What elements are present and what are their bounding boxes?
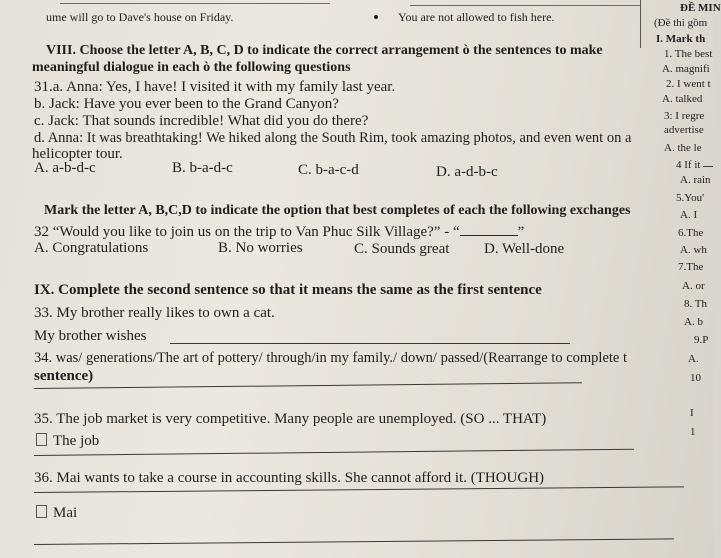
q36-answer-line[interactable] [34, 538, 674, 545]
right-line-8: A. the le [664, 142, 702, 154]
right-line-20: A. [688, 353, 699, 365]
q31-option-b: B. b-a-d-c [172, 160, 233, 176]
q31-line-d: d. Anna: It was breathtaking! We hiked along the South Rim, took amazing photos, and even went on a [34, 130, 632, 146]
right-line-15: 7.The [678, 261, 704, 273]
q35-answer-line[interactable] [34, 449, 634, 456]
right-line-16: A. or [682, 280, 705, 292]
q32-option-d: D. Well-done [484, 241, 565, 257]
q31-option-a: A. a-b-d-c [34, 160, 96, 176]
q31-line-c: c. Jack: That sounds incredible! What did you do there? [34, 113, 369, 129]
q36-top-line [34, 486, 684, 493]
top-rule-middle [410, 5, 640, 6]
q34-answer-line[interactable] [34, 382, 582, 389]
q32-option-a: A. Congratulations [34, 240, 149, 256]
q32-option-b: B. No worries [218, 240, 303, 256]
q31-line-d-cont: helicopter tour. [32, 146, 123, 162]
right-line-13: 6.The [678, 227, 704, 239]
right-line-5: A. talked [662, 93, 703, 105]
right-line-23: 1 [690, 426, 696, 438]
section8-heading-line1: VIII. Choose the letter A, B, C, D to indicate the correct arrangement ò the sentences to make [46, 43, 603, 58]
q35-text: 35. The job market is very competitive. Many people are unemployed. (SO ... THAT) [34, 411, 547, 427]
right-line-19: 9.P [694, 334, 709, 346]
right-line-1: I. Mark th [656, 33, 706, 45]
q31-option-c: C. b-a-c-d [298, 162, 359, 178]
q34-text-cont: sentence) [34, 368, 94, 384]
right-line-12: A. I [680, 209, 698, 221]
q32-text [34, 223, 524, 241]
section9-heading: IX. Complete the second sentence so that it means the same as the first sentence [34, 282, 542, 298]
q33-answer-line[interactable] [170, 343, 570, 344]
top-sentence-middle: You are not allowed to fish here. [398, 10, 555, 24]
q34-text: 34. was/ generations/The art of pottery/ through/in my family./ down/ passed/(Rearrange to complete t [34, 350, 627, 366]
checkbox-icon [36, 433, 47, 446]
q32-close-quote: ” [517, 224, 525, 240]
right-line-17: 8. Th [684, 298, 708, 310]
right-line-21: 10 [690, 372, 701, 384]
right-line-4: 2. I went t [666, 78, 711, 90]
section8-heading-line2: meaningful dialogue in each ò the following questions [32, 60, 351, 75]
exchange-heading: Mark the letter A, B,C,D to indicate the option that best completes of each the following exchanges [44, 203, 631, 218]
right-line-9: 4 If it [676, 159, 701, 171]
exam-code: ĐỀ MIN [680, 2, 721, 14]
q32-option-c: C. Sounds great [354, 241, 450, 257]
right-line-6: 3: I regre [664, 110, 705, 122]
q35-start: The job [53, 433, 100, 449]
right-line-18: A. b [684, 316, 703, 328]
q36-text: 36. Mai wants to take a course in accounting skills. She cannot afford it. (THOUGH) [34, 470, 545, 486]
right-line-14: A. wh [680, 244, 707, 256]
right-line-10: A. rain [680, 174, 711, 186]
q31-line-b: b. Jack: Have you ever been to the Grand Canyon? [34, 96, 339, 112]
right-column-divider [640, 0, 641, 48]
right-line-3: A. magnifi [662, 63, 710, 75]
q35-answer [36, 433, 99, 450]
exam-note: (Đề thi gồm [654, 17, 708, 29]
right-line-7: advertise [664, 124, 704, 136]
q33-text: 33. My brother really likes to own a cat. [34, 305, 275, 321]
top-sentence-left: ume will go to Dave's house on Friday. [46, 10, 234, 24]
q32-blank[interactable] [460, 223, 518, 236]
q31-option-d: D. a-d-b-c [436, 164, 498, 180]
top-rule-left [60, 3, 330, 4]
q33-start: My brother wishes [34, 328, 147, 344]
right-blank-9 [703, 166, 713, 167]
right-line-22: I [690, 407, 694, 419]
right-line-11: 5.You' [676, 192, 705, 204]
bullet-dot [374, 15, 378, 19]
q36-start: Mai [53, 505, 78, 521]
right-line-2: 1. The best [664, 48, 713, 60]
q36-answer [36, 505, 77, 522]
q31-line-a: 31.a. Anna: Yes, I have! I visited it with my family last year. [34, 79, 396, 95]
q32-question: 32 “Would you like to join us on the trip to Van Phuc Silk Village?” - “ [34, 224, 460, 240]
checkbox-icon [36, 505, 47, 518]
